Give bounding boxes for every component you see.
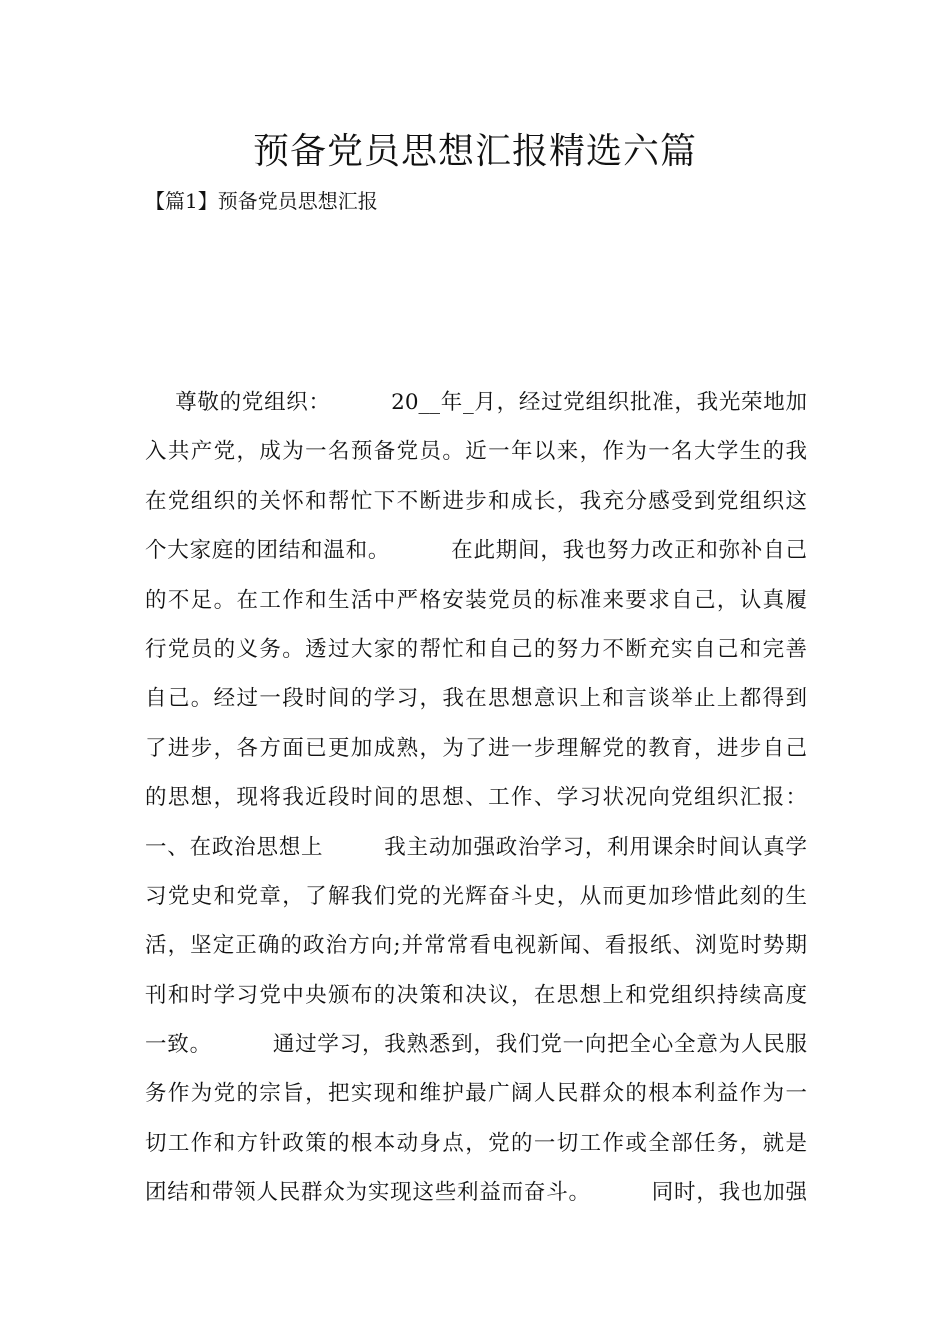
body-line: 的思想，现将我近段时间的思想、工作、学习状况向党组织汇报： bbox=[145, 785, 807, 811]
body-line: 活，坚定正确的政治方向;并常常看电视新闻、看报纸、浏览时势期 bbox=[145, 933, 807, 959]
body-line: 务作为党的宗旨，把实现和维护最广阔人民群众的根本利益作为一 bbox=[145, 1081, 807, 1107]
body-line: 个大家庭的团结和温和。 在此期间，我也努力改正和弥补自己 bbox=[145, 538, 807, 564]
body-line: 切工作和方针政策的根本动身点，党的一切工作或全部任务，就是 bbox=[145, 1130, 807, 1156]
body-line: 习党史和党章，了解我们党的光辉奋斗史，从而更加珍惜此刻的生 bbox=[145, 883, 807, 909]
body-line: 一、在政治思想上 我主动加强政治学习，利用课余时间认真学 bbox=[145, 834, 807, 860]
body-line: 一致。 通过学习，我熟悉到，我们党一向把全心全意为人民服 bbox=[145, 1032, 807, 1058]
document-title: 预备党员思想汇报精选六篇 bbox=[252, 131, 697, 172]
section-heading: 【篇1】预备党员思想汇报 bbox=[145, 189, 378, 213]
body-line: 在党组织的关怀和帮忙下不断进步和成长，我充分感受到党组织这 bbox=[145, 488, 807, 514]
body-line: 了进步，各方面已更加成熟，为了进一步理解党的教育，进步自己 bbox=[145, 735, 807, 761]
body-line: 自己。经过一段时间的学习，我在思想意识上和言谈举止上都得到 bbox=[145, 686, 807, 712]
body-line: 团结和带领人民群众为实现这些利益而奋斗。 同时，我也加强 bbox=[145, 1180, 807, 1206]
body-line: 行党员的义务。透过大家的帮忙和自己的努力不断充实自己和完善 bbox=[145, 636, 807, 662]
body-line: 入共产党，成为一名预备党员。近一年以来，作为一名大学生的我 bbox=[145, 439, 807, 465]
body-line: 的不足。在工作和生活中严格安装党员的标准来要求自己，认真履 bbox=[145, 587, 807, 613]
body-line: 刊和时学习党中央颁布的决策和决议，在思想上和党组织持续高度 bbox=[145, 982, 807, 1008]
body-line: 尊敬的党组织： 20__年_月，经过党组织批准，我光荣地加 bbox=[145, 390, 807, 415]
body-paragraph bbox=[145, 378, 807, 1218]
